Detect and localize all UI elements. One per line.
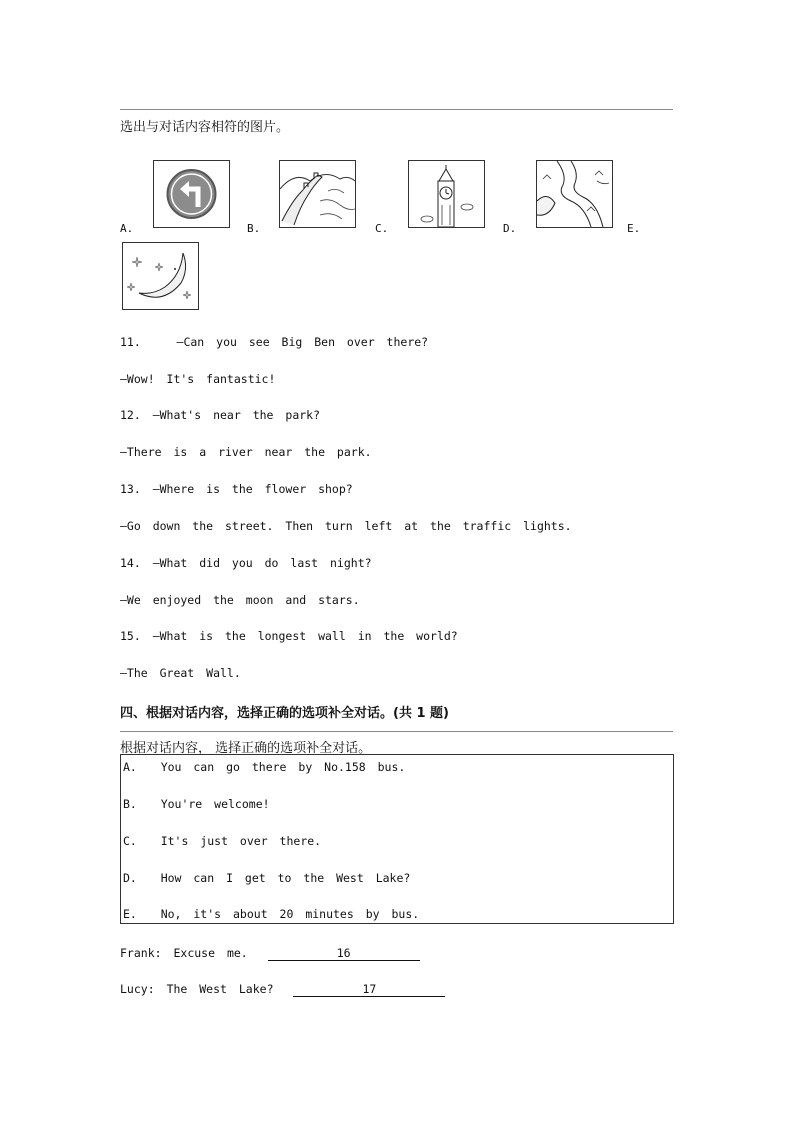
speaker-lucy: Lucy:: [120, 982, 155, 996]
blank-17[interactable]: 17: [293, 982, 445, 997]
option-letter-e: E.: [627, 222, 641, 235]
choice-b: B. You're welcome!: [123, 797, 270, 811]
picture-d: [536, 160, 613, 228]
dialogue-text-16: Excuse me.: [173, 946, 248, 960]
question-15: 15. —What is the longest wall in the world?: [120, 629, 458, 643]
answer-15: —The Great Wall.: [120, 666, 241, 680]
speaker-frank: Frank:: [120, 946, 162, 960]
river-icon: [537, 161, 612, 227]
dialogue-line-17: [120, 982, 445, 997]
dialogue-line-16: [120, 946, 420, 961]
answer-11: —Wow! It's fantastic!: [120, 372, 276, 386]
moon-stars-icon: [123, 243, 198, 309]
picture-c: [408, 160, 485, 228]
choice-a: A. You can go there by No.158 bus.: [123, 760, 406, 774]
choice-e: E. No, it's about 20 minutes by bus.: [123, 907, 420, 921]
picture-b: [279, 160, 356, 228]
great-wall-icon: [280, 161, 355, 227]
choices-box: [120, 754, 674, 924]
turn-left-sign-icon: [154, 161, 229, 227]
option-letter-c: C.: [375, 222, 389, 235]
section4-heading: 四、根据对话内容，选择正确的选项补全对话。(共 1 题): [120, 706, 449, 721]
picture-a: [153, 160, 230, 228]
section3-instruction: 选出与对话内容相符的图片。: [120, 120, 290, 135]
choice-c: C. It's just over there.: [123, 834, 322, 848]
dialogue-text-17: The West Lake?: [166, 982, 274, 996]
answer-12: —There is a river near the park.: [120, 445, 372, 459]
option-letter-d: D.: [503, 222, 517, 235]
blank-16[interactable]: 16: [268, 946, 420, 961]
answer-13: —Go down the street. Then turn left at the traffic lights.: [120, 519, 572, 533]
question-12: 12. —What's near the park?: [120, 408, 321, 422]
question-13: 13. —Where is the flower shop?: [120, 482, 353, 496]
answer-14: —We enjoyed the moon and stars.: [120, 593, 360, 607]
section4-rule: [120, 731, 673, 732]
choice-d: D. How can I get to the West Lake?: [123, 871, 411, 885]
option-letter-a: A.: [120, 222, 134, 235]
question-14: 14. —What did you do last night?: [120, 556, 372, 570]
option-letter-b: B.: [247, 222, 261, 235]
question-11: 11. —Can you see Big Ben over there?: [120, 335, 429, 349]
picture-e: [122, 242, 199, 310]
big-ben-icon: [409, 161, 484, 227]
section4-instruction: 根据对话内容， 选择正确的选项补全对话。: [120, 741, 372, 756]
top-rule: [120, 109, 673, 110]
